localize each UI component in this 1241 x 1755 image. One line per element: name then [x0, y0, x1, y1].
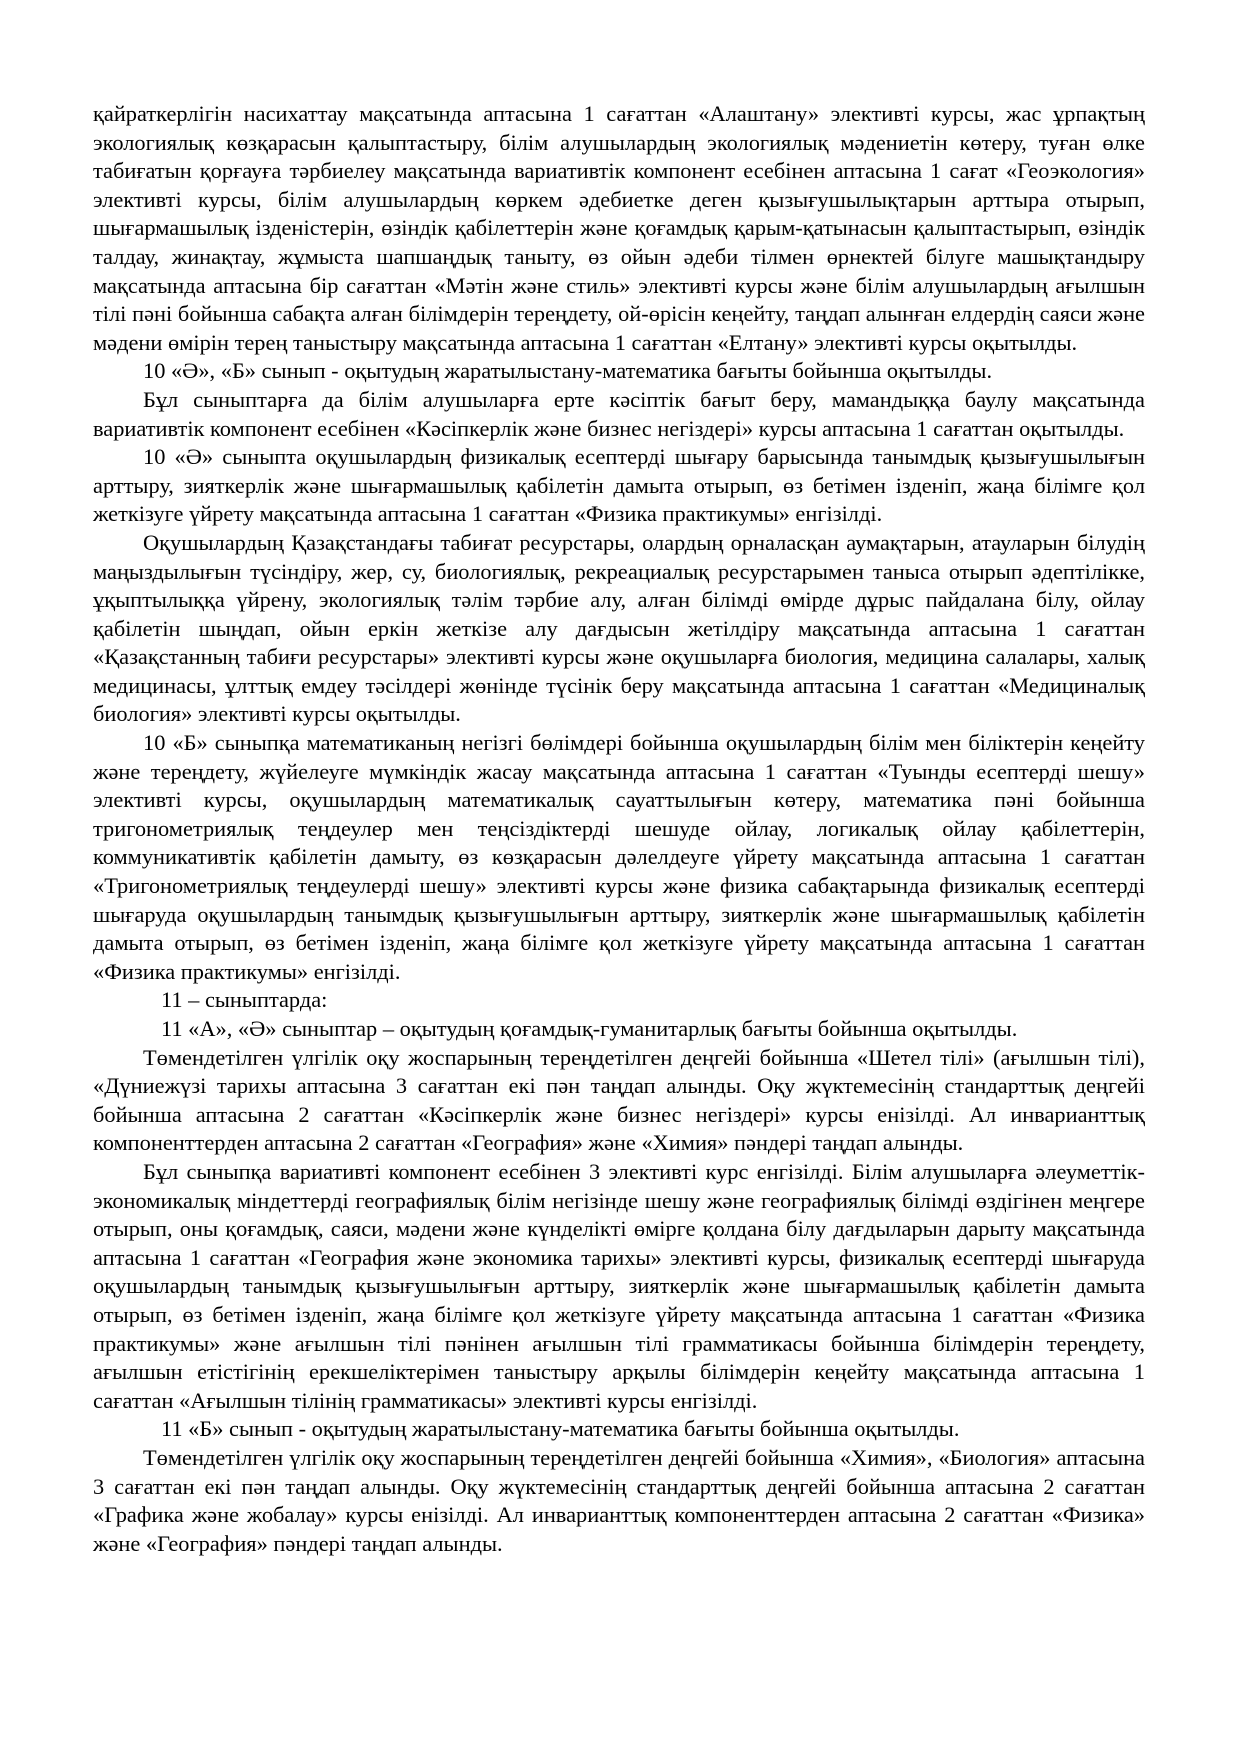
- paragraph: 10 «Б» сыныпқа математиканың негізгі бөлімдері бойынша оқушылардың білім мен біліктерін кеңейту және тереңдету, жүйелеуге мүмкіндік жасау мақсатында аптасына 1 сағаттан «Туынды есептерді шешу» элективті курсы, оқушылардың математикалық сауаттылығын көтеру, математика пәні бойынша тригонометриялық теңдеулер мен теңсіздіктерді шешуде ойлау, логикалық ойлау қабілеттерін, коммуникативтік қабілетін дамыту, өз көзқарасын дәлелдеуге үйрету мақсатында аптасына 1 сағаттан «Тригонометриялық теңдеулерді шешу» элективті курсы және физика сабақтарында физикалық есептерді шығаруда оқушылардың танымдық қызығушылығын арттыру, зияткерлік және шығармашылық қабілетін дамыта отырып, өз бетімен ізденіп, жаңа білімге қол жеткізуге үйрету мақсатында аптасына 1 сағаттан «Физика практикумы» енгізілді.: [93, 730, 1145, 984]
- paragraph: 10 «Ә» сыныпта оқушылардың физикалық есептерді шығару барысында танымдық қызығушылығын арттыру, зияткерлік және шығармашылық қабілетін дамыта отырып, өз бетімен ізденіп, жаңа білімге қол жеткізуге үйрету мақсатында аптасына 1 сағаттан «Физика практикумы» енгізілді.: [93, 444, 1145, 527]
- paragraph: қайраткерлігін насихаттау мақсатында аптасына 1 сағаттан «Алаштану» элективті курсы, жас ұрпақтың экологиялық көзқарасын қалыптастыру, білім алушылардың экологиялық мәдениетін көтеру, туған өлке табиғатын қорғауға тәрбиелеу мақсатында вариативтік компонент есебінен аптасына 1 сағат «Геоэкология» элективті курсы, білім алушылардың көркем әдебиетке деген қызығушылықтарын арттыра отырып, шығармашылық ізденістерін, өзіндік қабілеттерін және қоғамдық қарым-қатынасын қалыптастырып, өзіндік талдау, жинақтау, жұмыста шапшаңдық таныту, өз ойын әдеби тілмен өрнектей білуге машықтандыру мақсатында аптасына бір сағаттан «Мәтін және стиль» элективті курсы және білім алушылардың ағылшын тілі пәні бойынша сабақта алған білімдерін тереңдету, ой-өрісін кеңейту, таңдап алынған елдердің саяси және мәдени өмірін терең таныстыру мақсатында аптасына 1 сағаттан «Елтану» элективті курсы оқытылды.: [93, 101, 1145, 355]
- subheading: 11 – сыныптарда:: [161, 987, 328, 1013]
- paragraph: Бұл сыныпқа вариативті компонент есебінен 3 элективті курс енгізілді. Білім алушыларға әлеуметтік- экономикалық міндеттерді географиялық білім негізінде шешу және географиялық білімді өздігінен меңгере отырып, оны қоғамдық, саяси, мәдени және күнделікті өмірге қолдана білу дағдыларын дарыту мақсатында аптасына 1 сағаттан «География және экономика тарихы» элективті курсы, физикалық есептерді шығаруда оқушылардың танымдық қызығушылығын арттыру, зияткерлік және шығармашылық қабілетін дамыта отырып, өз бетімен ізденіп, жаңа білімге қол жеткізуге үйрету мақсатында аптасына 1 сағаттан «Физика практикумы» және ағылшын тілі пәнінен ағылшын тілі грамматикасы бойынша білімдерін тереңдету, ағылшын етістігінің ерекшеліктерімен таныстыру арқылы білімдерін кеңейту мақсатында аптасына 1 сағаттан «Ағылшын тілінің грамматикасы» элективті курсы енгізілді.: [93, 1158, 1145, 1413]
- paragraph: Төмендетілген үлгілік оқу жоспарының тереңдетілген деңгейі бойынша «Шетел тілі» (ағылшын тілі), «Дүниежүзі тарихы аптасына 3 сағаттан екі пән таңдап алынды. Оқу жүктемесінің стандарттық деңгейі бойынша аптасына 2 сағаттан «Кәсіпкерлік және бизнес негіздері» курсы енізілді. Ал инварианттық компоненттерден аптасына 2 сағаттан «География» және «Химия» пәндері таңдап алынды.: [93, 1044, 1145, 1156]
- document-page: [93, 100, 1145, 1558]
- paragraph: 10 «Ә», «Б» сынып - оқытудың жаратылыстану-математика бағыты бойынша оқытылды.: [143, 358, 993, 384]
- subheading: 11 «А», «Ә» сыныптар – оқытудың қоғамдық-гуманитарлық бағыты бойынша оқытылды.: [161, 1016, 1018, 1041]
- paragraph: Бұл сыныптарға да білім алушыларға ерте кәсіптік бағыт беру, мамандыққа баулу мақсатында вариативтік компонент есебінен «Кәсіпкерлік және бизнес негіздері» курсы аптасына 1 сағаттан оқытылды.: [93, 386, 1145, 441]
- paragraph: Төмендетілген үлгілік оқу жоспарының тереңдетілген деңгейі бойынша «Химия», «Биология» аптасына 3 сағаттан екі пән таңдап алынды. Оқу жүктемесінің стандарттық деңгейі бойынша аптасына 2 сағаттан «Графика және жобалау» курсы енізілді. Ал инварианттық компоненттерден аптасына 2 сағаттан «Физика» және «География» пәндері таңдап алынды.: [93, 1444, 1145, 1556]
- subheading: 11 «Б» сынып - оқытудың жаратылыстану-математика бағыты бойынша оқытылды.: [161, 1416, 960, 1442]
- paragraph: Оқушылардың Қазақстандағы табиғат ресурстары, олардың орналасқан аумақтарын, атауларын білудің маңыздылығын түсіндіру, жер, су, биологиялық, рекреациалық ресурстарымен таныса отырып әдептілікке, ұқыптылыққа үйрену, экологиялық тәлім тәрбие алу, алған білімді өмірде дұрыс пайдалана білу, ойлау қабілетін шыңдап, ойын еркін жеткізе алу дағдысын жетілдіру мақсатында аптасына 1 сағаттан «Қазақстанның табиғи ресурстары» элективті курсы және оқушыларға биология, медицина салалары, халық медицинасы, ұлттық емдеу тәсілдері жөнінде түсінік беру мақсатында аптасына 1 сағаттан «Медициналық биология» элективті курсы оқытылды.: [93, 529, 1145, 727]
